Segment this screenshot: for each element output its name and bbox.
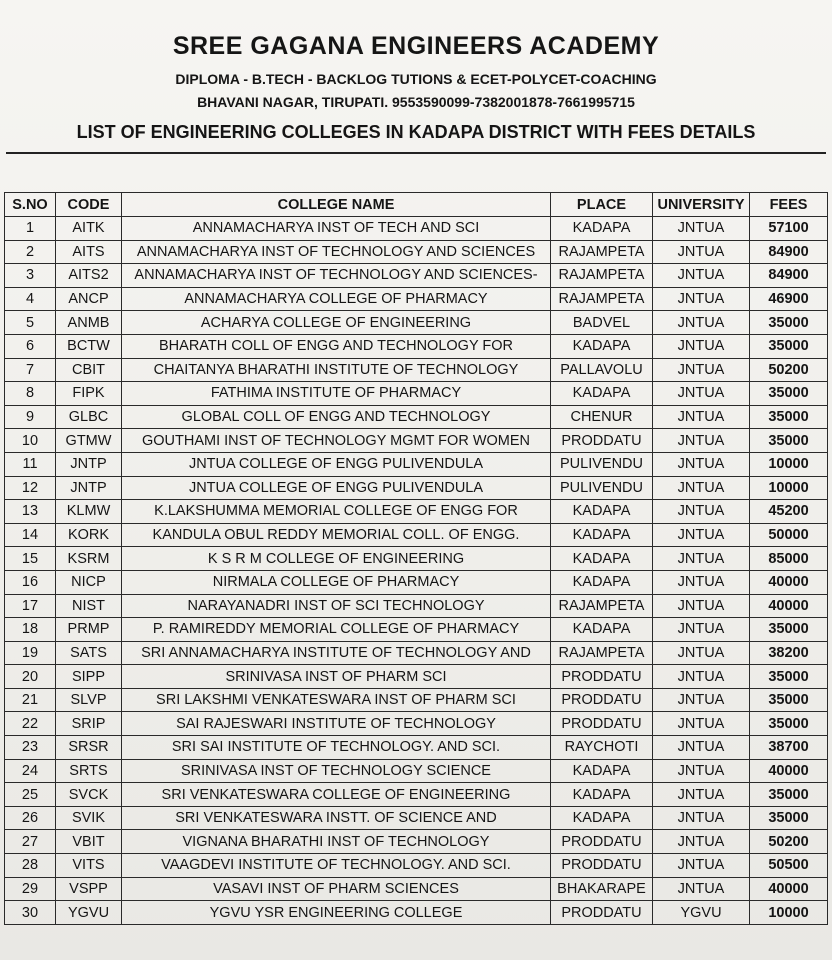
cell-sno: 9	[5, 405, 56, 429]
cell-code: BCTW	[56, 334, 122, 358]
cell-place: PULIVENDU	[551, 452, 653, 476]
table-row	[5, 783, 828, 807]
cell-university: JNTUA	[653, 877, 750, 901]
cell-university: JNTUA	[653, 358, 750, 382]
cell-university: JNTUA	[653, 665, 750, 689]
cell-sno: 16	[5, 570, 56, 594]
cell-place: PRODDATU	[551, 665, 653, 689]
cell-fees: 84900	[750, 264, 828, 288]
cell-university: JNTUA	[653, 783, 750, 807]
cell-college-name: SRI VENKATESWARA INSTT. OF SCIENCE AND	[122, 806, 551, 830]
table-row	[5, 594, 828, 618]
cell-university: JNTUA	[653, 712, 750, 736]
cell-place: PRODDATU	[551, 429, 653, 453]
cell-college-name: ANNAMACHARYA INST OF TECH AND SCI	[122, 217, 551, 241]
table-row	[5, 712, 828, 736]
cell-code: FIPK	[56, 382, 122, 406]
cell-fees: 35000	[750, 429, 828, 453]
cell-college-name: YGVU YSR ENGINEERING COLLEGE	[122, 901, 551, 925]
cell-code: YGVU	[56, 901, 122, 925]
cell-sno: 15	[5, 547, 56, 571]
cell-college-name: SRINIVASA INST OF TECHNOLOGY SCIENCE	[122, 759, 551, 783]
cell-code: AITK	[56, 217, 122, 241]
cell-sno: 24	[5, 759, 56, 783]
cell-fees: 38700	[750, 736, 828, 760]
cell-place: RAJAMPETA	[551, 240, 653, 264]
cell-university: JNTUA	[653, 641, 750, 665]
cell-university: JNTUA	[653, 594, 750, 618]
cell-university: JNTUA	[653, 570, 750, 594]
cell-code: JNTP	[56, 452, 122, 476]
cell-sno: 14	[5, 523, 56, 547]
cell-college-name: CHAITANYA BHARATHI INSTITUTE OF TECHNOLOGY	[122, 358, 551, 382]
table-row	[5, 334, 828, 358]
cell-university: JNTUA	[653, 759, 750, 783]
cell-fees: 46900	[750, 287, 828, 311]
cell-sno: 1	[5, 217, 56, 241]
cell-place: BHAKARAPE	[551, 877, 653, 901]
cell-fees: 35000	[750, 311, 828, 335]
cell-sno: 19	[5, 641, 56, 665]
cell-fees: 10000	[750, 901, 828, 925]
cell-place: CHENUR	[551, 405, 653, 429]
cell-place: KADAPA	[551, 500, 653, 524]
header-divider	[6, 152, 826, 154]
cell-fees: 50000	[750, 523, 828, 547]
cell-place: RAJAMPETA	[551, 287, 653, 311]
cell-college-name: K S R M COLLEGE OF ENGINEERING	[122, 547, 551, 571]
cell-code: ANCP	[56, 287, 122, 311]
cell-university: JNTUA	[653, 854, 750, 878]
cell-code: SVCK	[56, 783, 122, 807]
cell-code: KLMW	[56, 500, 122, 524]
cell-college-name: ACHARYA COLLEGE OF ENGINEERING	[122, 311, 551, 335]
cell-fees: 85000	[750, 547, 828, 571]
cell-college-name: JNTUA COLLEGE OF ENGG PULIVENDULA	[122, 476, 551, 500]
col-header-university: UNIVERSITY	[653, 193, 750, 217]
cell-place: KADAPA	[551, 618, 653, 642]
cell-sno: 5	[5, 311, 56, 335]
cell-sno: 12	[5, 476, 56, 500]
cell-fees: 45200	[750, 500, 828, 524]
table-row	[5, 877, 828, 901]
cell-university: JNTUA	[653, 618, 750, 642]
cell-sno: 8	[5, 382, 56, 406]
cell-fees: 10000	[750, 452, 828, 476]
cell-place: KADAPA	[551, 217, 653, 241]
cell-university: JNTUA	[653, 217, 750, 241]
cell-university: JNTUA	[653, 311, 750, 335]
cell-fees: 40000	[750, 877, 828, 901]
cell-fees: 40000	[750, 570, 828, 594]
table-header-row	[5, 193, 828, 217]
cell-college-name: ANNAMACHARYA INST OF TECHNOLOGY AND SCIENCES	[122, 240, 551, 264]
cell-place: PRODDATU	[551, 901, 653, 925]
cell-university: JNTUA	[653, 547, 750, 571]
cell-sno: 22	[5, 712, 56, 736]
list-title: LIST OF ENGINEERING COLLEGES IN KADAPA DISTRICT WITH FEES DETAILS	[76, 122, 756, 142]
cell-university: JNTUA	[653, 830, 750, 854]
cell-fees: 35000	[750, 712, 828, 736]
cell-code: VITS	[56, 854, 122, 878]
cell-code: AITS2	[56, 264, 122, 288]
cell-university: JNTUA	[653, 334, 750, 358]
cell-fees: 35000	[750, 405, 828, 429]
cell-sno: 7	[5, 358, 56, 382]
cell-sno: 23	[5, 736, 56, 760]
cell-code: VSPP	[56, 877, 122, 901]
table-row	[5, 452, 828, 476]
cell-fees: 35000	[750, 382, 828, 406]
cell-university: JNTUA	[653, 405, 750, 429]
cell-sno: 25	[5, 783, 56, 807]
cell-sno: 6	[5, 334, 56, 358]
cell-code: AITS	[56, 240, 122, 264]
cell-code: SVIK	[56, 806, 122, 830]
table-row	[5, 240, 828, 264]
cell-fees: 35000	[750, 806, 828, 830]
cell-university: JNTUA	[653, 287, 750, 311]
cell-fees: 38200	[750, 641, 828, 665]
table-row	[5, 358, 828, 382]
cell-fees: 50200	[750, 358, 828, 382]
cell-code: CBIT	[56, 358, 122, 382]
table-row	[5, 665, 828, 689]
cell-place: BADVEL	[551, 311, 653, 335]
cell-code: SRIP	[56, 712, 122, 736]
cell-sno: 28	[5, 854, 56, 878]
cell-university: JNTUA	[653, 523, 750, 547]
table-row	[5, 500, 828, 524]
cell-sno: 3	[5, 264, 56, 288]
cell-code: SRTS	[56, 759, 122, 783]
table-row	[5, 759, 828, 783]
cell-college-name: VASAVI INST OF PHARM SCIENCES	[122, 877, 551, 901]
cell-college-name: SRINIVASA INST OF PHARM SCI	[122, 665, 551, 689]
cell-fees: 84900	[750, 240, 828, 264]
cell-university: JNTUA	[653, 240, 750, 264]
cell-college-name: BHARATH COLL OF ENGG AND TECHNOLOGY FOR	[122, 334, 551, 358]
cell-code: SIPP	[56, 665, 122, 689]
cell-place: PRODDATU	[551, 830, 653, 854]
cell-code: SLVP	[56, 688, 122, 712]
cell-place: RAYCHOTI	[551, 736, 653, 760]
cell-sno: 20	[5, 665, 56, 689]
cell-university: JNTUA	[653, 476, 750, 500]
cell-fees: 50200	[750, 830, 828, 854]
table-row	[5, 618, 828, 642]
cell-code: GLBC	[56, 405, 122, 429]
table-row	[5, 641, 828, 665]
cell-university: JNTUA	[653, 736, 750, 760]
cell-university: JNTUA	[653, 452, 750, 476]
cell-college-name: SAI RAJESWARI INSTITUTE OF TECHNOLOGY	[122, 712, 551, 736]
cell-college-name: GOUTHAMI INST OF TECHNOLOGY MGMT FOR WOMEN	[122, 429, 551, 453]
cell-college-name: SRI LAKSHMI VENKATESWARA INST OF PHARM SCI	[122, 688, 551, 712]
cell-fees: 35000	[750, 334, 828, 358]
table-row	[5, 547, 828, 571]
table-row	[5, 806, 828, 830]
cell-fees: 40000	[750, 594, 828, 618]
cell-place: KADAPA	[551, 523, 653, 547]
table-row	[5, 570, 828, 594]
cell-university: YGVU	[653, 901, 750, 925]
cell-code: PRMP	[56, 618, 122, 642]
cell-college-name: VAAGDEVI INSTITUTE OF TECHNOLOGY. AND SCI.	[122, 854, 551, 878]
cell-university: JNTUA	[653, 429, 750, 453]
cell-college-name: SRI ANNAMACHARYA INSTITUTE OF TECHNOLOGY AND	[122, 641, 551, 665]
table-row	[5, 476, 828, 500]
cell-code: KORK	[56, 523, 122, 547]
cell-code: NICP	[56, 570, 122, 594]
cell-fees: 57100	[750, 217, 828, 241]
cell-place: KADAPA	[551, 334, 653, 358]
cell-college-name: ANNAMACHARYA INST OF TECHNOLOGY AND SCIENCES-	[122, 264, 551, 288]
col-header-college-name: COLLEGE NAME	[122, 193, 551, 217]
cell-sno: 2	[5, 240, 56, 264]
cell-college-name: GLOBAL COLL OF ENGG AND TECHNOLOGY	[122, 405, 551, 429]
table-row	[5, 736, 828, 760]
cell-place: RAJAMPETA	[551, 594, 653, 618]
col-header-sno: S.NO	[5, 193, 56, 217]
table-row	[5, 523, 828, 547]
cell-college-name: KANDULA OBUL REDDY MEMORIAL COLL. OF ENGG.	[122, 523, 551, 547]
cell-sno: 18	[5, 618, 56, 642]
table-row	[5, 429, 828, 453]
cell-fees: 10000	[750, 476, 828, 500]
cell-place: KADAPA	[551, 570, 653, 594]
cell-college-name: SRI SAI INSTITUTE OF TECHNOLOGY. AND SCI.	[122, 736, 551, 760]
cell-place: KADAPA	[551, 806, 653, 830]
cell-place: PRODDATU	[551, 854, 653, 878]
cell-university: JNTUA	[653, 264, 750, 288]
cell-code: GTMW	[56, 429, 122, 453]
cell-fees: 35000	[750, 665, 828, 689]
table-row	[5, 830, 828, 854]
cell-sno: 10	[5, 429, 56, 453]
cell-university: JNTUA	[653, 688, 750, 712]
cell-college-name: NARAYANADRI INST OF SCI TECHNOLOGY	[122, 594, 551, 618]
cell-sno: 13	[5, 500, 56, 524]
cell-code: SATS	[56, 641, 122, 665]
cell-sno: 11	[5, 452, 56, 476]
col-header-fees: FEES	[750, 193, 828, 217]
academy-title: SREE GAGANA ENGINEERS ACADEMY	[172, 32, 660, 60]
cell-place: RAJAMPETA	[551, 264, 653, 288]
cell-university: JNTUA	[653, 382, 750, 406]
cell-fees: 35000	[750, 618, 828, 642]
cell-code: JNTP	[56, 476, 122, 500]
cell-place: KADAPA	[551, 382, 653, 406]
cell-fees: 40000	[750, 759, 828, 783]
cell-sno: 17	[5, 594, 56, 618]
col-header-place: PLACE	[551, 193, 653, 217]
cell-place: PRODDATU	[551, 712, 653, 736]
table-row	[5, 901, 828, 925]
cell-place: PALLAVOLU	[551, 358, 653, 382]
cell-place: PULIVENDU	[551, 476, 653, 500]
cell-place: PRODDATU	[551, 688, 653, 712]
cell-place: RAJAMPETA	[551, 641, 653, 665]
cell-fees: 35000	[750, 688, 828, 712]
cell-code: ANMB	[56, 311, 122, 335]
cell-code: KSRM	[56, 547, 122, 571]
colleges-table	[4, 192, 828, 925]
cell-college-name: VIGNANA BHARATHI INST OF TECHNOLOGY	[122, 830, 551, 854]
cell-college-name: ANNAMACHARYA COLLEGE OF PHARMACY	[122, 287, 551, 311]
cell-college-name: FATHIMA INSTITUTE OF PHARMACY	[122, 382, 551, 406]
cell-code: NIST	[56, 594, 122, 618]
table-row	[5, 264, 828, 288]
cell-fees: 35000	[750, 783, 828, 807]
academy-address: BHAVANI NAGAR, TIRUPATI. 9553590099-7382001878-7661995715	[197, 94, 635, 110]
table-row	[5, 854, 828, 878]
cell-code: VBIT	[56, 830, 122, 854]
table-row	[5, 405, 828, 429]
academy-subtitle: DIPLOMA - B.TECH - BACKLOG TUTIONS & ECET-POLYCET-COACHING	[175, 71, 657, 87]
table-row	[5, 382, 828, 406]
cell-college-name: SRI VENKATESWARA COLLEGE OF ENGINEERING	[122, 783, 551, 807]
cell-sno: 30	[5, 901, 56, 925]
cell-college-name: K.LAKSHUMMA MEMORIAL COLLEGE OF ENGG FOR	[122, 500, 551, 524]
table-row	[5, 311, 828, 335]
col-header-code: CODE	[56, 193, 122, 217]
cell-university: JNTUA	[653, 806, 750, 830]
cell-sno: 4	[5, 287, 56, 311]
cell-code: SRSR	[56, 736, 122, 760]
cell-university: JNTUA	[653, 500, 750, 524]
cell-place: KADAPA	[551, 759, 653, 783]
cell-sno: 26	[5, 806, 56, 830]
cell-place: KADAPA	[551, 547, 653, 571]
cell-fees: 50500	[750, 854, 828, 878]
table-row	[5, 287, 828, 311]
cell-college-name: JNTUA COLLEGE OF ENGG PULIVENDULA	[122, 452, 551, 476]
cell-college-name: P. RAMIREDDY MEMORIAL COLLEGE OF PHARMACY	[122, 618, 551, 642]
cell-sno: 27	[5, 830, 56, 854]
cell-sno: 29	[5, 877, 56, 901]
table-row	[5, 217, 828, 241]
cell-place: KADAPA	[551, 783, 653, 807]
cell-college-name: NIRMALA COLLEGE OF PHARMACY	[122, 570, 551, 594]
table-row	[5, 688, 828, 712]
cell-sno: 21	[5, 688, 56, 712]
